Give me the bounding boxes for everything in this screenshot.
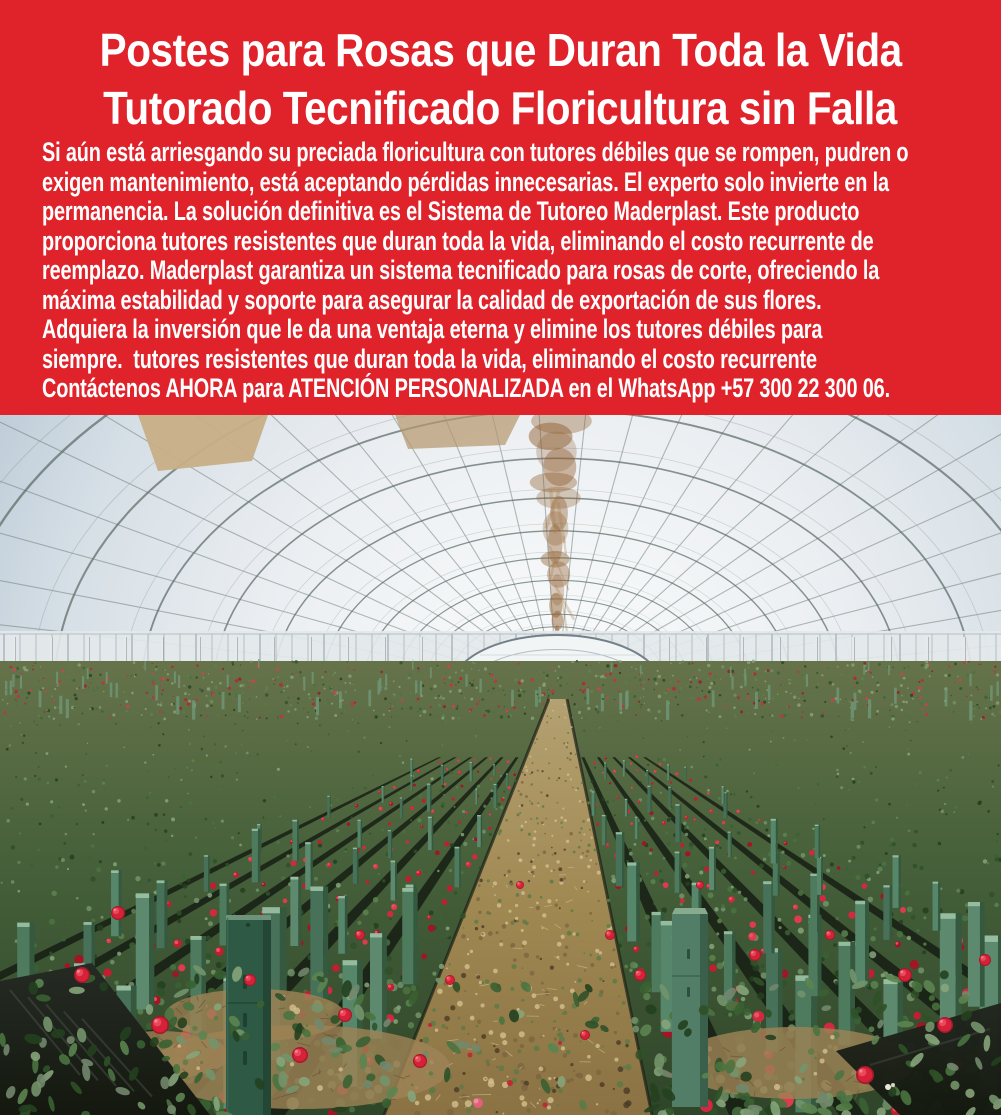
page-subtitle: [0, 79, 1001, 137]
greenhouse-photo: [0, 415, 1001, 1115]
header: [0, 21, 1001, 137]
copy-line: reemplazo. Maderplast garantiza un sistema tecnificado para rosas de corte, ofreciendo la: [42, 255, 880, 285]
copy-line: máxima estabilidad y soporte para asegurar la calidad de exportación de sus flores.: [42, 284, 822, 315]
copy-line: exigen mantenimiento, está aceptando pérdidas innecesarias. El experto solo invierte en la: [42, 166, 889, 197]
page-title: [0, 21, 1001, 79]
contact-cta-line: Contáctenos AHORA para ATENCIÓN PERSONALIZADA en el WhatsApp +57 300 22 300 06.: [42, 373, 890, 403]
copy-line: siempre. tutores resistentes que duran toda la vida, eliminando el costo recurrente: [42, 343, 817, 374]
copy-line: Si aún está arriesgando su preciada floricultura con tutores débiles que se rompen, pudren o: [42, 137, 909, 167]
copy-line: Adquiera la inversión que le da una ventaja eterna y elimine los tutores débiles para: [42, 314, 823, 344]
greenhouse-photo-svg: [0, 415, 1001, 1115]
copy-line: permanencia. La solución definitiva es el Sistema de Tutoreo Maderplast. Este producto: [42, 196, 860, 226]
marketing-copy: [42, 138, 982, 404]
title-line-1: Postes para Rosas que Duran Toda la Vida: [99, 24, 902, 76]
title-line-2: Tutorado Tecnificado Floricultura sin Falla: [103, 82, 898, 134]
copy-line: proporciona tutores resistentes que duran toda la vida, eliminando el costo recurrente de: [42, 225, 874, 256]
